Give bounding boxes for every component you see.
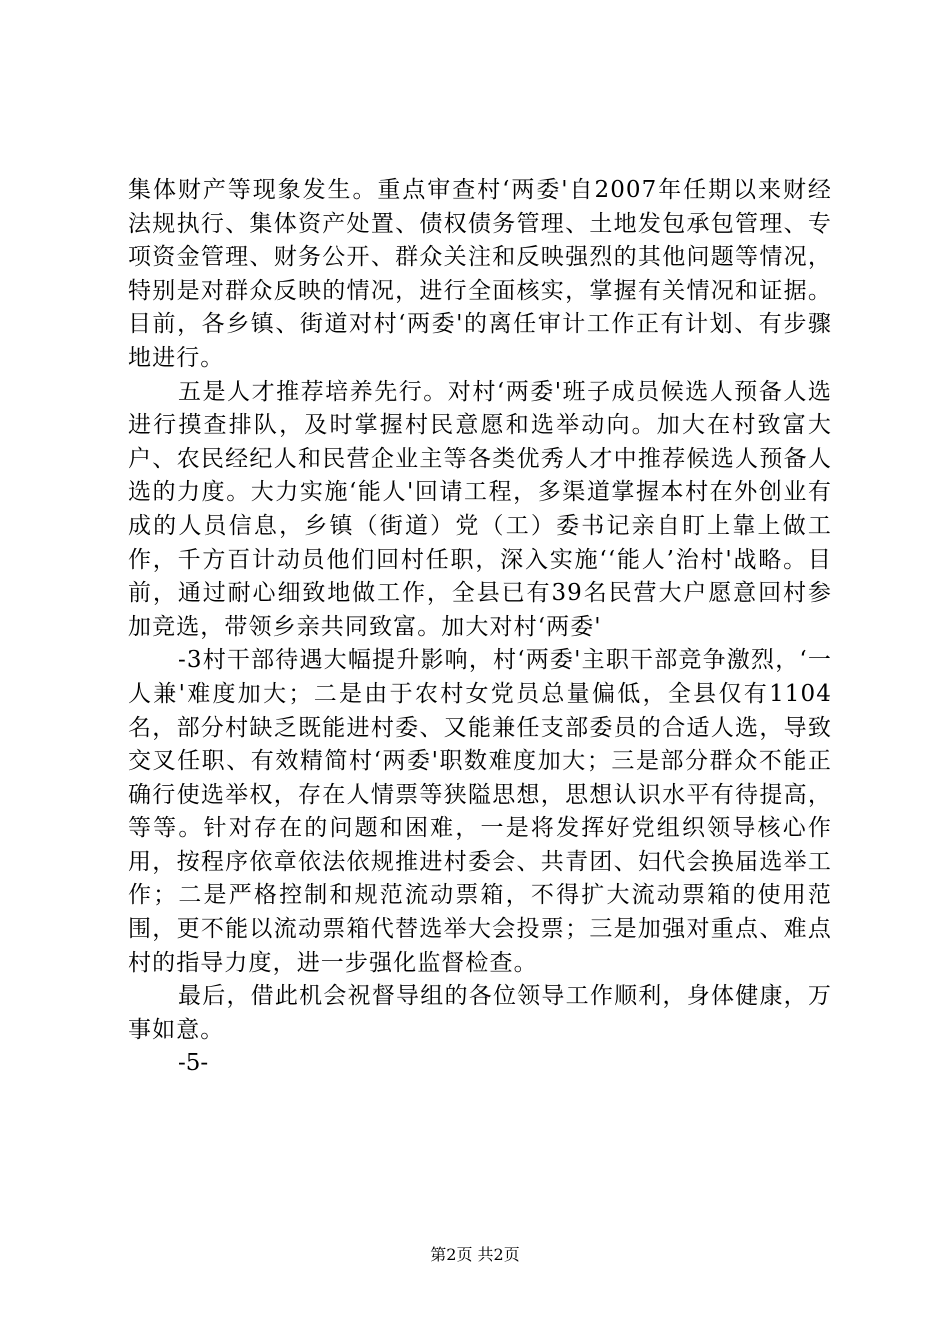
page-footer: 第2页 共2页 <box>430 1245 520 1264</box>
paragraph-closing: 最后，借此机会祝督导组的各位领导工作顺利，身体健康，万事如意。 <box>128 983 832 1043</box>
paragraph-difficulties: -3村干部待遇大幅提升影响，村‘两委'主职干部竞争激烈，‘一人兼'难度加大；二是由于农村女党员总量偏低，全县仅有1104名，部分村缺乏既能进村委、又能兼任支部委员的合适人选，导致交叉任职、有效精简村‘两委'职数难度加大；三是部分群众不能正确行使选举权，存在人情票等狭隘思想，思想认识水平有待提高，等等。针对存在的问题和困难，一是将发挥好党组织领导核心作用，按程序依章依法依规推进村委会、共青团、妇代会换届选举工作；二是严格控制和规范流动票箱，不得扩大流动票箱的使用范围，更不能以流动票箱代替选举大会投票；三是加强对重点、难点村的指导力度，进一步强化监督检查。 <box>128 647 832 976</box>
paragraph-audit: 集体财产等现象发生。重点审查村‘两委'自2007年任期以来财经法规执行、集体资产处置、债权债务管理、土地发包承包管理、专项资金管理、财务公开、群众关注和反映强烈的其他问题等情况，特别是对群众反映的情况，进行全面核实，掌握有关情况和证据。目前，各乡镇、街道对村‘两委'的离任审计工作正有计划、有步骤地进行。 <box>128 177 832 371</box>
paragraph-talent: 五是人才推荐培养先行。对村‘两委'班子成员候选人预备人选进行摸查排队，及时掌握村民意愿和选举动向。加大在村致富大户、农民经纪人和民营企业主等各类优秀人才中推荐候选人预备人选的力度。大力实施‘能人'回请工程，多渠道掌握本村在外创业有成的人员信息，乡镇（街道）党（工）委书记亲自盯上靠上做工作，千方百计动员他们回村任职，深入实施‘‘能人’治村'战略。目前，通过耐心细致地做工作，全县已有39名民营大户愿意回村参加竞选，带领乡亲共同致富。加大对村‘两委' <box>128 378 832 640</box>
document-body <box>128 174 832 1081</box>
inner-page-number: -5- <box>178 1050 209 1077</box>
